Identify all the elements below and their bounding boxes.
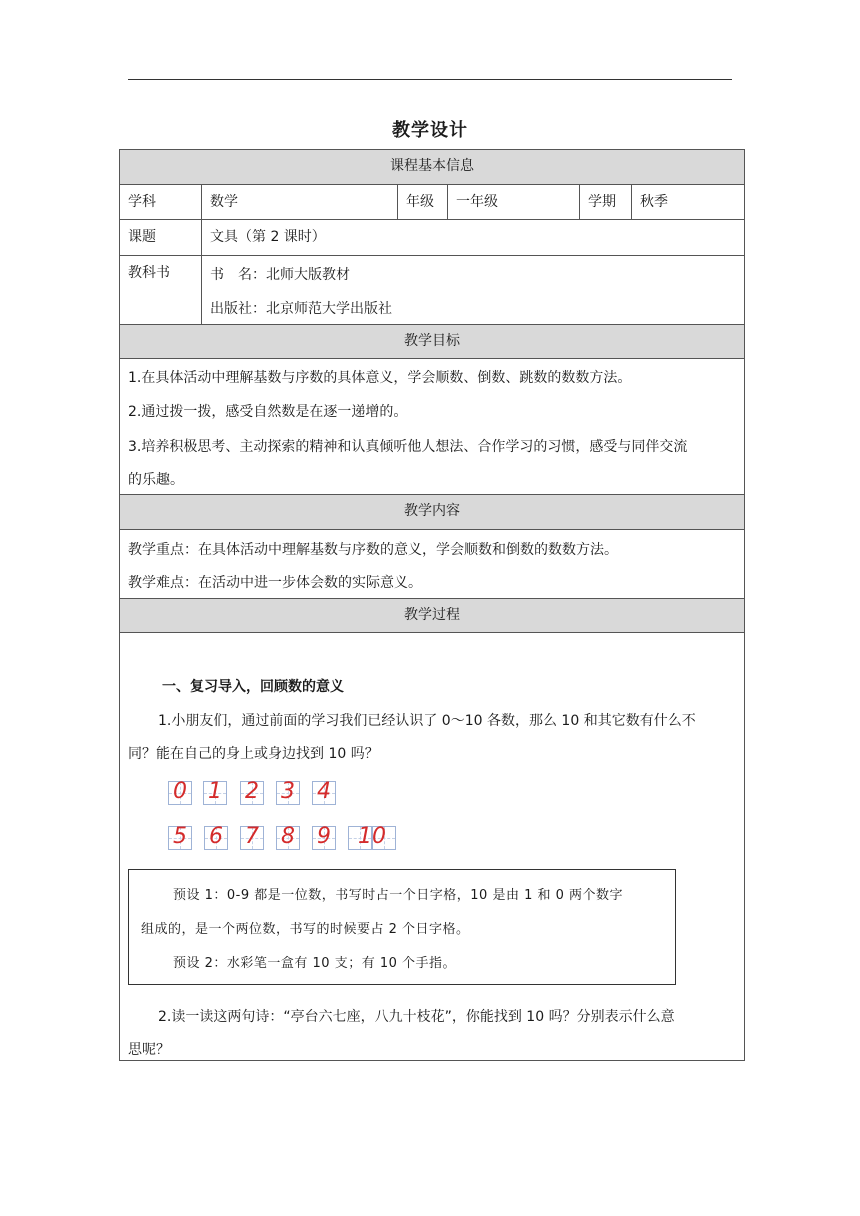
process-body: [120, 633, 744, 1060]
objective-2: 2.通过拨一拨，感受自然数是在逐一递增的。: [128, 404, 408, 420]
digit-7: 7: [240, 826, 264, 850]
grade-value: 一年级: [448, 185, 580, 219]
section-header-basic-info: 课程基本信息: [120, 150, 744, 185]
section-header-process: 教学过程: [120, 599, 744, 633]
digit-5: 5: [168, 826, 192, 850]
publisher: 出版社：北京师范大学出版社: [210, 301, 392, 317]
section-header-objectives: 教学目标: [120, 325, 744, 359]
digit-6: 6: [204, 826, 228, 850]
term-label: 学期: [580, 185, 632, 219]
preset-answer-box: [128, 869, 676, 985]
process-heading-1: 一、复习导入，回顾数的意义: [162, 679, 344, 695]
key-point: 教学重点：在具体活动中理解基数与序数的意义，学会顺数和倒数的数数方法。: [128, 542, 618, 558]
objective-3-cont: 的乐趣。: [128, 472, 184, 488]
digit-1: 1: [203, 781, 227, 805]
grade-label: 年级: [398, 185, 448, 219]
question-2-line2: 思呢？: [128, 1042, 170, 1058]
question-1-line1: 1.小朋友们，通过前面的学习我们已经认识了 0～10 各数，那么 10 和其它数有什么不: [158, 713, 696, 729]
digit-0: 0: [168, 781, 192, 805]
question-1-line2: 同？能在自己的身上或身边找到 10 吗？: [128, 746, 379, 762]
textbook-label: 教科书: [120, 256, 202, 324]
textbook-value: [202, 256, 744, 324]
subject-label: 学科: [120, 185, 202, 219]
info-row-subject: [120, 185, 744, 220]
digit-9: 9: [312, 826, 336, 850]
question-2-line1: 2.读一读这两句诗：“亭台六七座，八九十枝花”，你能找到 10 吗？分别表示什么意: [158, 1009, 675, 1025]
info-row-textbook: [120, 256, 744, 325]
digit-10: 10: [348, 826, 396, 850]
book-name: 书 名：北师大版教材: [210, 267, 350, 283]
content-body: [120, 530, 744, 599]
digit-4: 4: [312, 781, 336, 805]
header-rule: [128, 79, 732, 80]
document-title: 教学设计: [392, 120, 468, 141]
digit-2: 2: [240, 781, 264, 805]
digit-3: 3: [276, 781, 300, 805]
topic-value: 文具（第 2 课时）: [210, 229, 326, 245]
preset-1-line2: 组成的，是一个两位数，书写的时候要占 2 个日字格。: [141, 922, 470, 937]
info-row-topic: [120, 220, 744, 256]
objective-3: 3.培养积极思考、主动探索的精神和认真倾听他人想法、合作学习的习惯，感受与同伴交流: [128, 439, 688, 455]
subject-value: 数学: [202, 185, 398, 219]
preset-2: 预设 2：水彩笔一盒有 10 支；有 10 个手指。: [173, 956, 457, 971]
section-header-content: 教学内容: [120, 495, 744, 530]
lesson-plan-table: [119, 149, 745, 1061]
difficult-point: 教学难点：在活动中进一步体会数的实际意义。: [128, 575, 422, 591]
digit-8: 8: [276, 826, 300, 850]
preset-1-line1: 预设 1：0-9 都是一位数，书写时占一个日字格，10 是由 1 和 0 两个数字: [173, 888, 624, 903]
term-value: 秋季: [640, 194, 668, 210]
topic-label: 课题: [120, 220, 202, 255]
objectives-body: [120, 359, 744, 495]
objective-1: 1.在具体活动中理解基数与序数的具体意义，学会顺数、倒数、跳数的数数方法。: [128, 370, 632, 386]
